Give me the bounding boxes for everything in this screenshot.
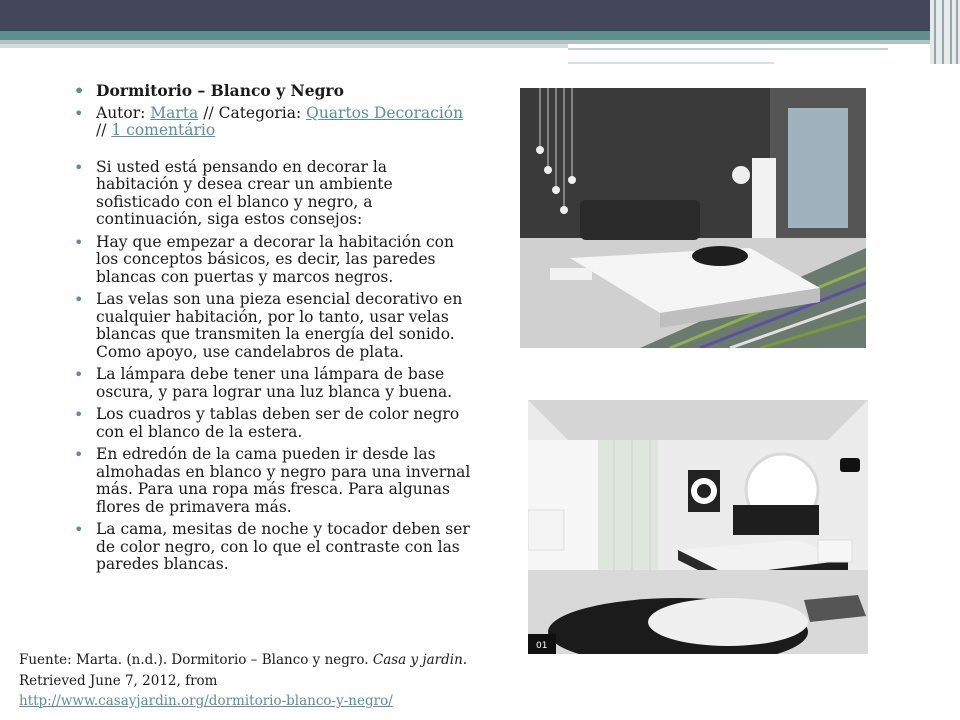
header-band-teal — [0, 31, 960, 40]
list-item: • Los cuadros y tablas deben ser de color negro con el blanco de la estera. — [74, 406, 474, 441]
source-url-link[interactable]: http://www.casayjardin.org/dormitorio-blanco-y-negro/ — [19, 693, 393, 709]
slide-title: • Dormitorio – Blanco y Negro — [74, 82, 474, 100]
header-line — [568, 62, 774, 64]
list-item: • En edredón de la cama pueden ir desde las almohadas en blanco y negro para una invernal más. Para una ropa más fresca. Para algunas flores de primavera más. — [74, 446, 474, 516]
author-line — [74, 105, 474, 140]
header-line — [568, 48, 888, 50]
author-prefix: Autor: — [96, 103, 151, 122]
header-corner-lines — [930, 0, 960, 64]
list-item: • Las velas son una pieza esencial decorativo en cualquier habitación, por lo tanto, usar velas blancas que transmiten la energía del sonido. Como apoyo, use candelabros de plata. — [74, 291, 474, 361]
header-band-light — [0, 44, 570, 48]
bedroom-photo-white — [528, 400, 868, 654]
author-link[interactable]: Marta — [150, 103, 199, 122]
category-link[interactable]: Quartos Decoración — [306, 103, 464, 122]
category-prefix: // Categoria: — [198, 103, 307, 122]
photo-caption: 01 — [536, 641, 548, 651]
list-item: • Si usted está pensando en decorar la habitación y desea crear un ambiente sofisticado con el blanco y negro, a continuación, siga estos consejos: — [74, 159, 474, 229]
list-item: • Hay que empezar a decorar la habitación con los conceptos básicos, es decir, las paredes blancas con puertas y marcos negros. — [74, 234, 474, 287]
source-citation — [19, 650, 489, 712]
header-band-dark — [0, 0, 930, 31]
comments-link[interactable]: 1 comentário — [111, 121, 216, 139]
source-retrieved: Retrieved June 7, 2012, from — [19, 672, 218, 689]
list-item: • La lámpara debe tener una lámpara de base oscura, y para lograr una luz blanca y buena. — [74, 366, 474, 401]
source-prefix: Fuente: Marta. (n.d.). Dormitorio – Blanco y negro. — [19, 652, 373, 668]
source-site: Casa y jardin. — [372, 652, 468, 668]
bedroom-photo-dark-wall — [520, 88, 866, 348]
list-item: • La cama, mesitas de noche y tocador deben ser de color negro, con lo que el contraste con las paredes blancas. — [74, 521, 474, 574]
separator: // — [96, 121, 112, 139]
content-list — [74, 82, 474, 579]
